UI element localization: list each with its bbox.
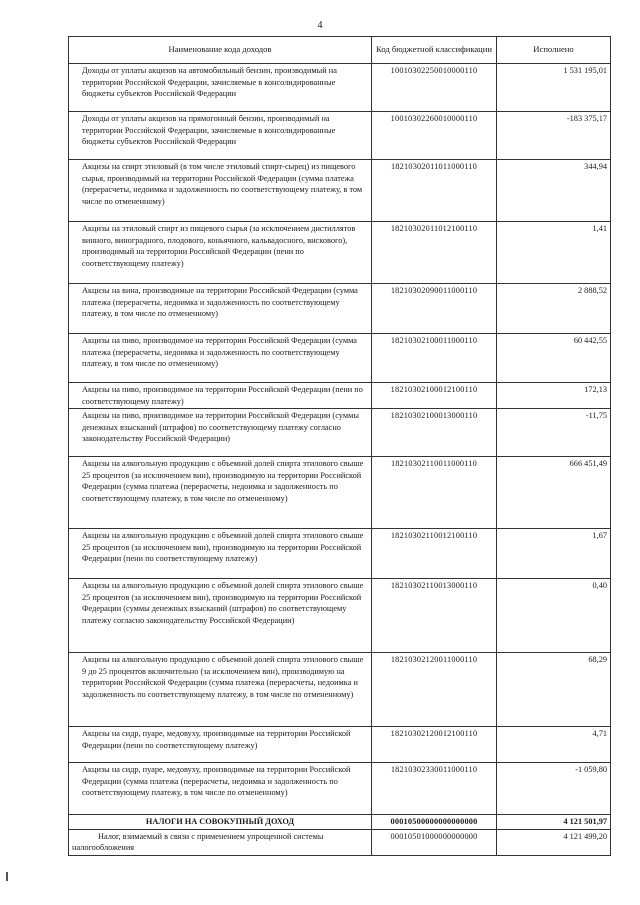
row-code: 18210302110013000110: [372, 579, 497, 653]
row-code: 18210302120011000110: [372, 653, 497, 727]
row-value: 1 531 195,01: [497, 64, 611, 112]
row-value: -1 059,80: [497, 763, 611, 815]
row-name: Налог, взимаемый в связи с применением упрощенной системы налогообложения: [69, 829, 372, 855]
page-number: 4: [317, 20, 323, 31]
row-code: 18210302100013000110: [372, 409, 497, 457]
row-value: 344,94: [497, 160, 611, 222]
row-code: 10010302260010000110: [372, 112, 497, 160]
row-name: Доходы от уплаты акцизов на автомобильный бензин, производимый на территории Российской Федерации, зачисляемые в консолидированные бюджеты субъектов Российской Федерации: [69, 64, 372, 112]
table-row: [69, 334, 611, 383]
row-name: Акцизы на спирт этиловый (в том числе этиловый спирт-сырец) из пищевого сырья, производимый на территории Российской Федерации (сумма платежа (перерасчеты, недоимка и задолженность по соответствующему платежу, в том числе по отмененному): [69, 160, 372, 222]
row-name: Акцизы на сидр, пуаре, медовуху, производимые на территории Российской Федерации (пени по соответствующему платежу): [69, 727, 372, 763]
row-code: 18210302120012100110: [372, 727, 497, 763]
table-row: [69, 64, 611, 112]
row-name: Акцизы на вина, производимые на территории Российской Федерации (сумма платежа (перерасчеты, недоимка и задолженность по соответствующему платежу, в том числе по отмененному): [69, 284, 372, 334]
row-value: 4,71: [497, 727, 611, 763]
row-value: 0,40: [497, 579, 611, 653]
row-code: 18210302110012100110: [372, 529, 497, 579]
row-code: 18210302330011000110: [372, 763, 497, 815]
row-value: -11,75: [497, 409, 611, 457]
total-row-value: 4 121 501,97: [497, 815, 611, 830]
header-value: Исполнено: [497, 37, 611, 64]
row-value: 68,29: [497, 653, 611, 727]
table-row: [69, 529, 611, 579]
table-header-row: [69, 37, 611, 64]
row-name: Акцизы на пиво, производимое на территории Российской Федерации (пени по соответствующему платежу): [69, 383, 372, 409]
row-name: Акцизы на алкогольную продукцию с объемной долей спирта этилового свыше 25 процентов (за исключением вин), производимую на территории Российской Федерации (сумма платежа (перерасчеты, недоимка и задолженность по соответствующему платежу, в том числе по отмененному): [69, 457, 372, 529]
row-code: 18210302100012100110: [372, 383, 497, 409]
header-code: Код бюджетной классификации: [372, 37, 497, 64]
table-row: [69, 284, 611, 334]
row-value: 172,13: [497, 383, 611, 409]
row-code: 00010501000000000000: [372, 829, 497, 855]
row-code: 18210302090011000110: [372, 284, 497, 334]
table-row: [69, 763, 611, 815]
row-name: Акцизы на пиво, производимое на территории Российской Федерации (суммы денежных взысканий (штрафов) по соответствующему платежу согласно законодательству Российской Федерации): [69, 409, 372, 457]
table-row: [69, 222, 611, 284]
row-code: 18210302100011000110: [372, 334, 497, 383]
row-code: 18210302110011000110: [372, 457, 497, 529]
row-name: Акцизы на сидр, пуаре, медовуху, производимые на территории Российской Федерации (сумма платежа (перерасчеты, недоимка и задолженность по соответствующему платежу, в том числе по отмененному): [69, 763, 372, 815]
row-value: 60 442,55: [497, 334, 611, 383]
table-row: [69, 383, 611, 409]
row-value: -183 375,17: [497, 112, 611, 160]
header-name: Наименование кода доходов: [69, 37, 372, 64]
row-value: 2 888,52: [497, 284, 611, 334]
row-name: Доходы от уплаты акцизов на прямогонный бензин, производимый на территории Российской Федерации, зачисляемые в консолидированные бюджеты субъектов Российской Федерации: [69, 112, 372, 160]
table-row: [69, 112, 611, 160]
row-name: Акцизы на этиловый спирт из пищевого сырья (за исключением дистиллятов винного, виноградного, плодового, коньячного, кальвадосного, вискового), производимый на территории Российской Федерации (пени по соответствующему платежу): [69, 222, 372, 284]
row-value: 1,67: [497, 529, 611, 579]
row-value: 1,41: [497, 222, 611, 284]
row-value: 666 451,49: [497, 457, 611, 529]
total-row: [69, 815, 611, 830]
table-row: [69, 160, 611, 222]
total-row-name: НАЛОГИ НА СОВОКУПНЫЙ ДОХОД: [69, 815, 372, 830]
total-row-code: 00010500000000000000: [372, 815, 497, 830]
row-name: Акцизы на алкогольную продукцию с объемной долей спирта этилового свыше 25 процентов (за исключением вин), производимую на территории Российской Федерации (пени по соответствующему платежу): [69, 529, 372, 579]
table-row: [69, 653, 611, 727]
row-name: Акцизы на алкогольную продукцию с объемной долей спирта этилового свыше 25 процентов (за исключением вин), производимую на территории Российской Федерации (суммы денежных взысканий (штрафов) по соответствующему платежу согласно законодательству Российской Федерации): [69, 579, 372, 653]
row-code: 10010302250010000110: [372, 64, 497, 112]
row-name: Акцизы на алкогольную продукцию с объемной долей спирта этилового свыше 9 до 25 процентов включительно (за исключением вин), производимую на территории Российской Федерации (сумма платежа (перерасчеты, недоимка и задолженность по соответствующему платежу, в том числе по отмененному): [69, 653, 372, 727]
row-value: 4 121 499,20: [497, 829, 611, 855]
table-row: [69, 727, 611, 763]
table-row: [69, 829, 611, 855]
row-code: 18210302011011000110: [372, 160, 497, 222]
scan-edge-mark: [6, 872, 8, 881]
revenue-table: [68, 36, 611, 856]
table-row: [69, 579, 611, 653]
row-name: Акцизы на пиво, производимое на территории Российской Федерации (сумма платежа (перерасчеты, недоимка и задолженность по соответствующему платежу, в том числе по отмененному): [69, 334, 372, 383]
row-code: 18210302011012100110: [372, 222, 497, 284]
table-row: [69, 409, 611, 457]
table-row: [69, 457, 611, 529]
